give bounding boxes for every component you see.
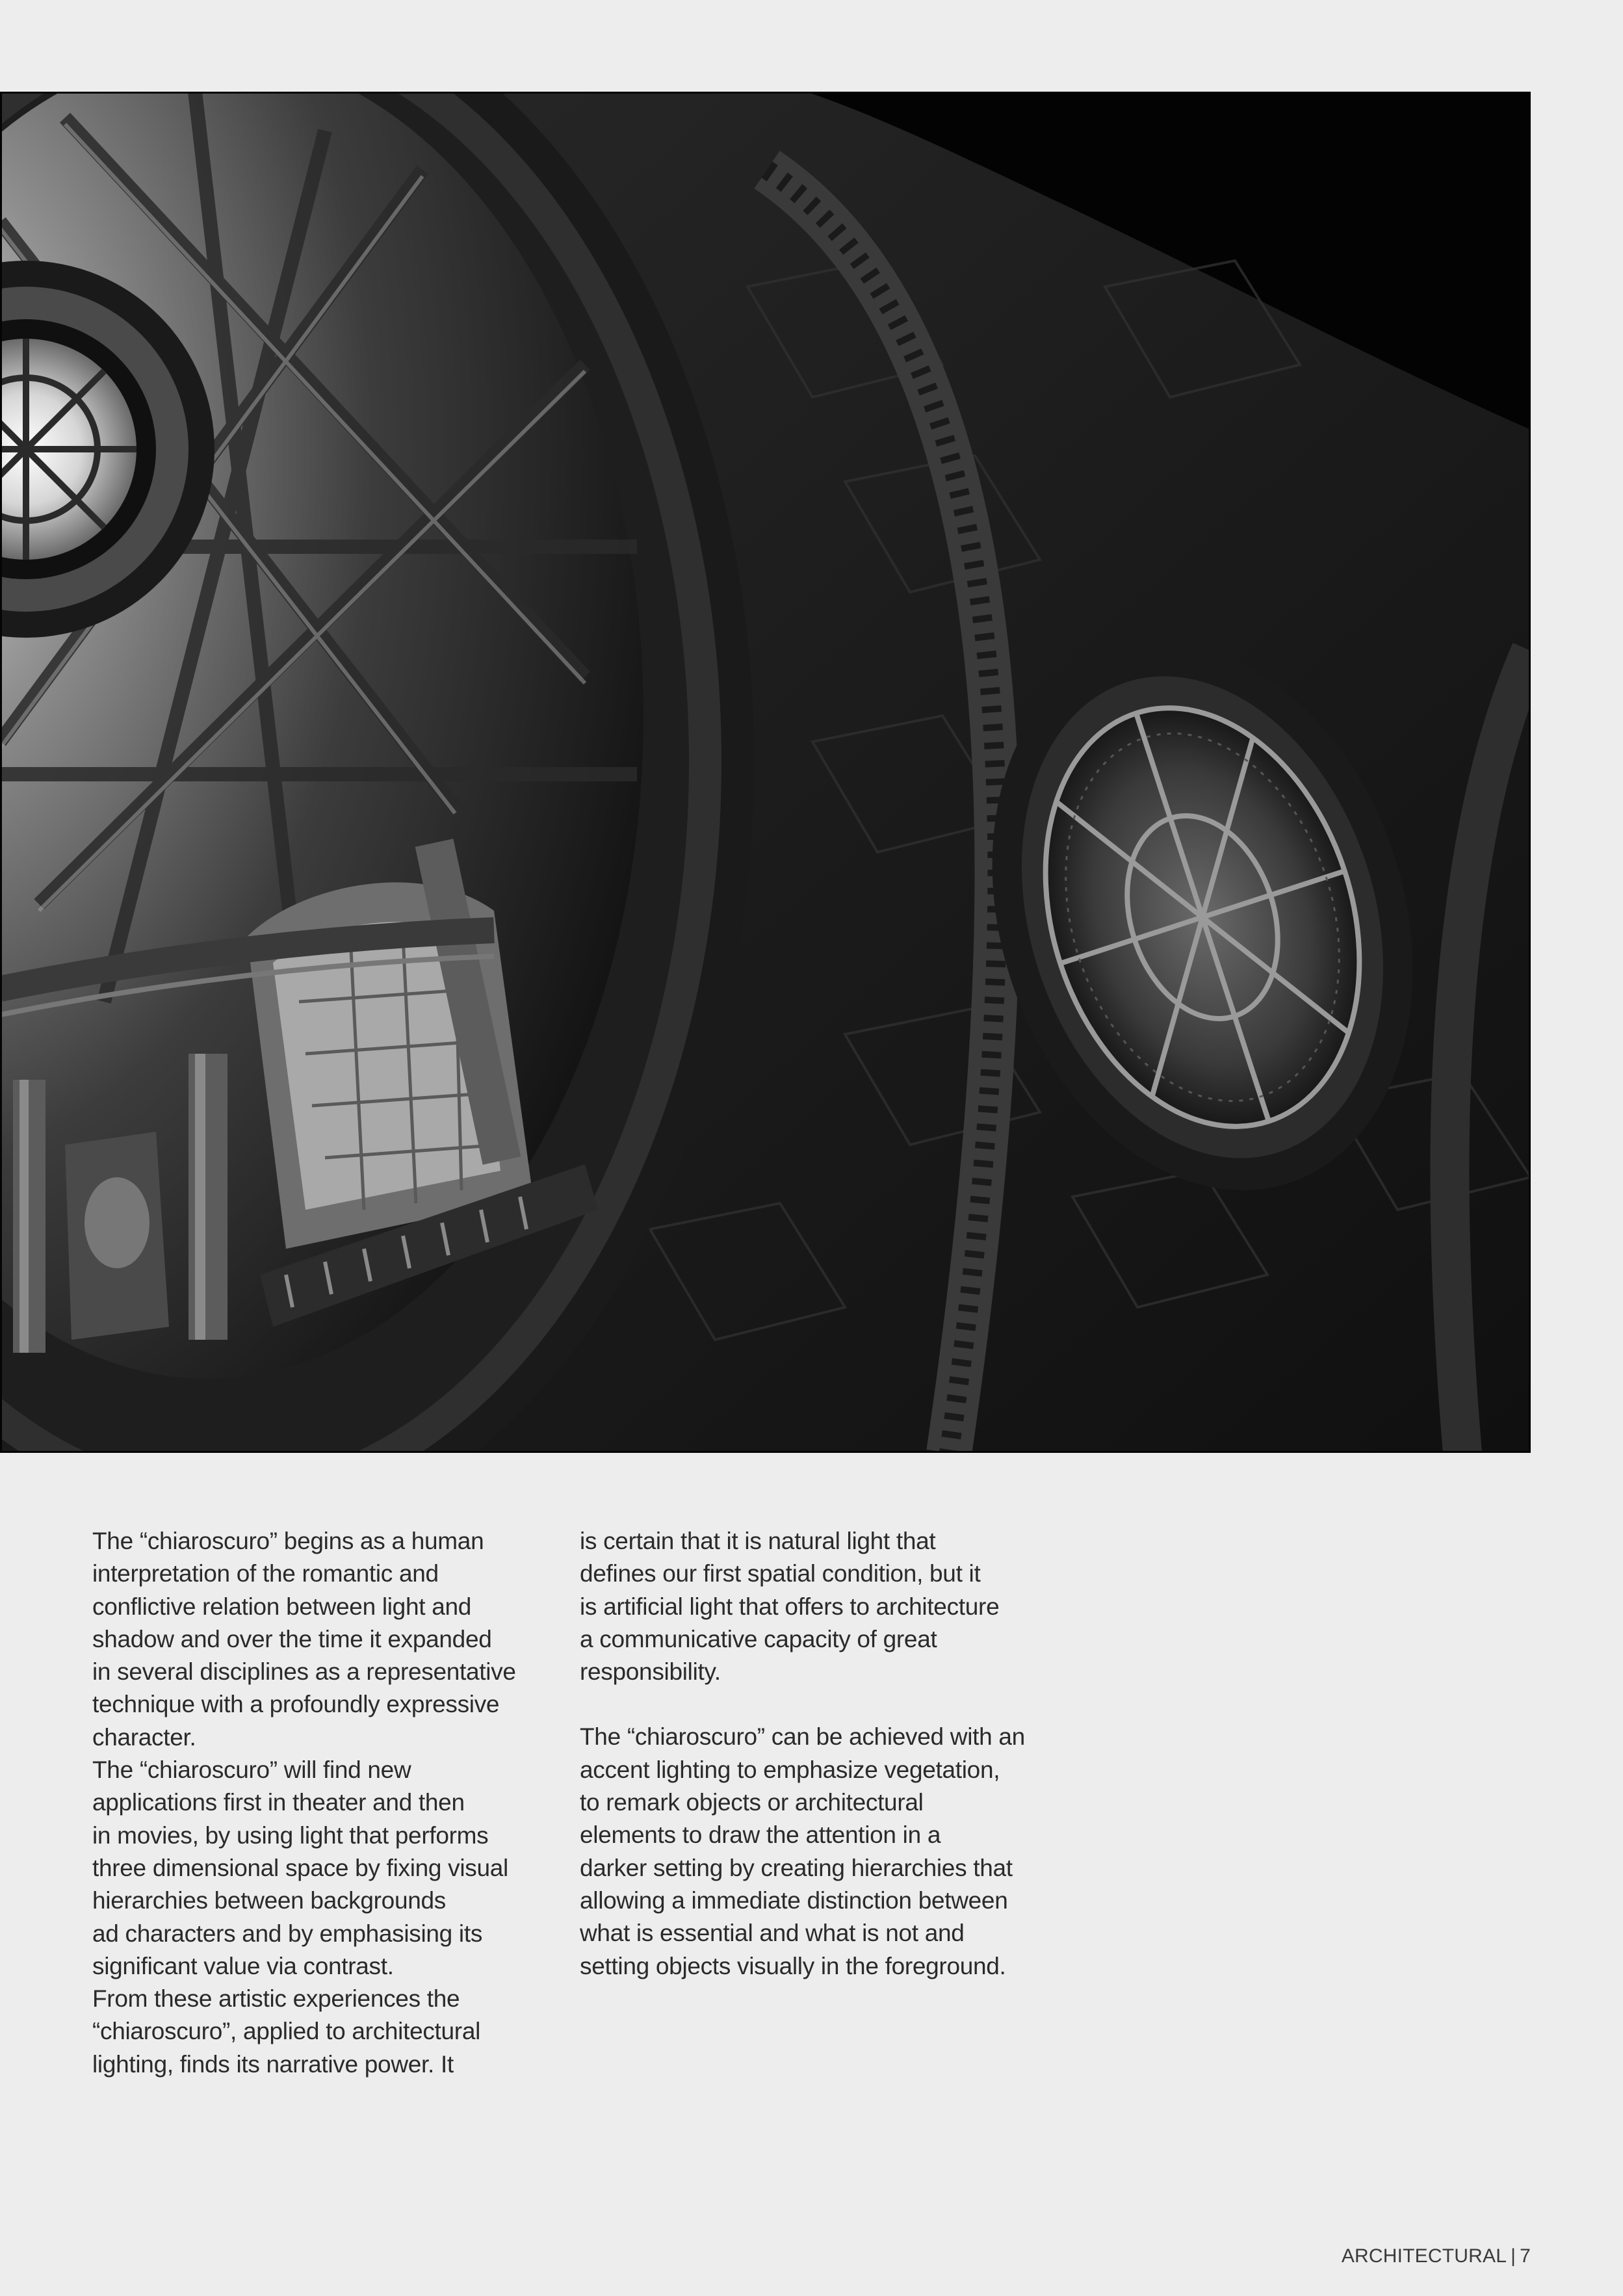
paragraph-gap — [580, 1688, 1074, 1721]
left-paragraph-3: From these artistic experiences the “chiaroscuro”, applied to architectural lighting, finds its narrative power. It — [92, 1985, 481, 2078]
left-paragraph-2: The “chiaroscuro” will find new applications first in theater and then in movies, by using light that performs three dimensional space by fixing visual hierarchies between backgrounds ad characters and by emphasising its significant value via contrast. — [92, 1756, 508, 1979]
footer-section-label: ARCHITECTURAL — [1341, 2245, 1507, 2267]
left-paragraph-1: The “chiaroscuro” begins as a human interpretation of the romantic and conflictive relation between light and shadow and over the time it expanded in several disciplines as a representative technique with a profoundly expressive character. — [92, 1528, 516, 1751]
dome-photograph — [0, 92, 1531, 1453]
page-number: 7 — [1520, 2245, 1531, 2267]
footer-separator: | — [1511, 2245, 1516, 2267]
right-paragraph-1: is certain that it is natural light that defines our first spatial condition, but it is artificial light that offers to architecture a communicative capacity of great responsibility. — [580, 1528, 1000, 1686]
article-right-column — [580, 1525, 1074, 1983]
article-left-column — [92, 1525, 547, 2081]
page-footer — [1342, 2245, 1531, 2267]
dome-photograph-drawing — [0, 92, 1531, 1453]
right-paragraph-2: The “chiaroscuro” can be achieved with an accent lighting to emphasize vegetation, to remark objects or architectural elements to draw the attention in a darker setting by creating hierarchies that allowing a immediate distinction between what is essential and what is not and setting objects visually in the foreground. — [580, 1723, 1025, 1979]
